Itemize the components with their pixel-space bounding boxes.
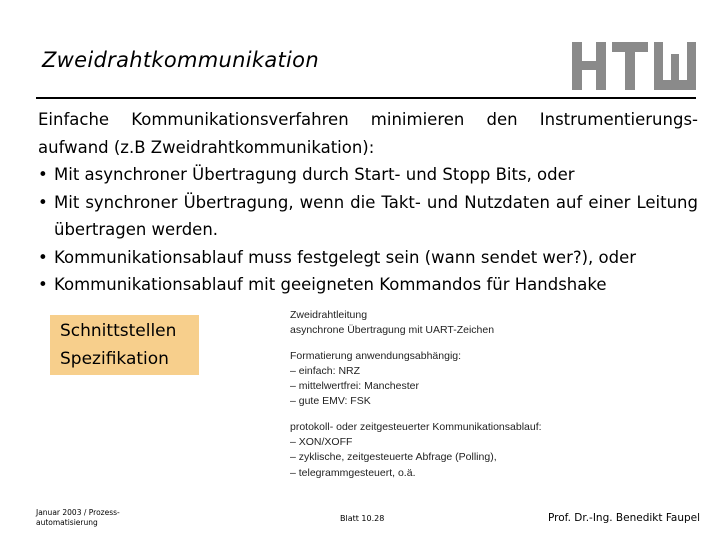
bullet-text: Kommunikationsablauf muss festgelegt sein (wann sendet wer?), oder [54,247,637,267]
htw-logo [570,40,696,92]
intro-text-line-1: Einfache Kommunikationsverfahren minimieren den Instrumentierungs- [38,110,698,129]
spec-line: Formatierung anwendungsabhängig: [290,349,462,362]
footer-date-line-1: Januar 2003 / Prozess- [36,508,120,517]
footer-date-line-2: automatisierung [36,518,98,527]
spec-line: – mittelwertfrei: Manchester [290,380,419,393]
slide-body [38,106,698,299]
bullet-symbol: • [38,275,48,294]
slide-title: Zweidrahtkommunikation [42,48,319,72]
spec-line: protokoll- oder zeitgesteuerter Kommunikationsablauf: [290,420,542,433]
bullet-text: Mit asynchroner Übertragung durch Start- und Stopp Bits, oder [54,165,575,184]
spec-line: – XON/XOFF [290,436,353,449]
bullet-text: Kommunikationsablauf mit geeigneten Kommandos für Handshake [54,275,607,294]
bullet-item [38,271,698,299]
spec-line: – telegrammgesteuert, o.ä. [290,466,416,479]
callout-line-2: Spezifikation [60,349,169,369]
spec-line: asynchrone Übertragung mit UART-Zeichen [290,324,495,337]
bullet-symbol: • [38,192,48,212]
footer-page-number: Blatt 10.28 [340,514,385,523]
bullet-item [38,161,698,189]
bullet-item [38,189,698,244]
bullet-text: Mit synchroner Übertragung, wenn die Takt- und Nutzdaten auf einer Leitung übertragen werden. [54,192,698,239]
spec-line: Zweidrahtleitung [290,309,368,321]
spec-line: – gute EMV: FSK [290,395,371,408]
intro-text-line-2: aufwand (z.B Zweidrahtkommunikation): [38,137,375,157]
spec-notes [290,308,570,481]
spec-line: – zyklische, zeitgesteuerte Abfrage (Polling), [290,451,497,464]
bullet-symbol: • [38,247,48,267]
bullet-item [38,244,698,272]
interface-spec-callout [50,315,199,375]
bullet-symbol: • [38,165,48,184]
footer-author: Prof. Dr.-Ing. Benedikt Faupel [548,512,701,524]
title-divider [36,97,696,99]
footer-date [36,508,120,528]
spec-line: – einfach: NRZ [290,364,361,377]
callout-line-1: Schnittstellen [60,321,177,341]
